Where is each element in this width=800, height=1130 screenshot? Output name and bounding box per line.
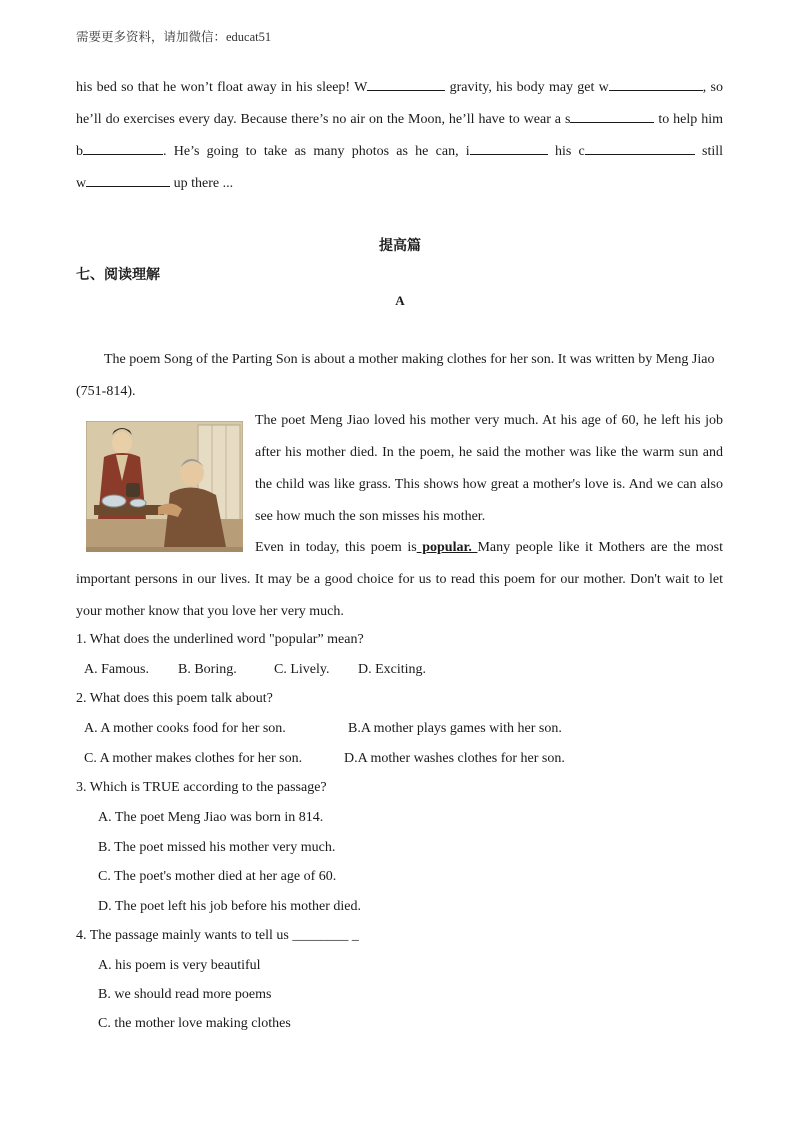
passage-text: Even in today, this poem is: [255, 540, 417, 555]
cloze-text: his c: [547, 144, 585, 159]
cloze-text: gravity, his body may get w: [445, 80, 609, 95]
question-4-option-c[interactable]: C. the mother love making clothes: [98, 1016, 291, 1031]
section-title-reading: 七、阅读理解: [76, 268, 160, 283]
question-2-option-b[interactable]: B.A mother plays games with her son.: [348, 721, 562, 736]
answer-blank[interactable]: [86, 172, 170, 187]
cloze-line-1: [76, 72, 723, 104]
passage-p2: [255, 405, 723, 533]
question-2-option-a[interactable]: A. A mother cooks food for her son.: [84, 721, 286, 736]
answer-blank[interactable]: [570, 108, 654, 123]
question-1-option-d[interactable]: D. Exciting.: [358, 662, 427, 677]
cloze-text: up there ...: [170, 176, 234, 191]
question-2-stem: 2. What does this poem talk about?: [76, 691, 273, 706]
answer-blank[interactable]: [585, 140, 695, 155]
cloze-text: his bed so that he won’t float away in his sleep! W: [76, 80, 368, 95]
cloze-text: he’ll do exercises every day. Because there’s no air on the Moon, he’ll have to wear a s: [76, 112, 571, 127]
answer-blank[interactable]: [609, 76, 703, 91]
question-3-option-b[interactable]: B. The poet missed his mother very much.: [98, 840, 336, 855]
question-2-option-d[interactable]: D.A mother washes clothes for her son.: [344, 751, 565, 766]
question-4-option-b[interactable]: B. we should read more poems: [98, 987, 272, 1002]
question-1-option-c[interactable]: C. Lively.: [274, 662, 330, 677]
cloze-text: w: [76, 176, 87, 191]
passage-p3-line3: your mother know that you love her very much.: [76, 604, 344, 619]
answer-blank[interactable]: [367, 76, 445, 91]
cloze-text: , so: [702, 80, 724, 95]
question-1-stem: 1. What does the underlined word "popular” mean?: [76, 632, 364, 647]
question-3-option-c[interactable]: C. The poet's mother died at her age of 60.: [98, 869, 337, 884]
passage-p2-line: after his mother died. In the poem, he said the mother was like the warm sun and: [255, 445, 723, 460]
question-3-option-a[interactable]: A. The poet Meng Jiao was born in 814.: [98, 810, 324, 825]
passage-p1-line2: (751-814).: [76, 384, 136, 399]
passage-text: Many people like it Mothers are the most: [477, 540, 723, 555]
cloze-line-2: [76, 104, 723, 136]
answer-blank[interactable]: [470, 140, 548, 155]
answer-blank[interactable]: [83, 140, 163, 155]
cloze-text: to help him: [654, 112, 723, 127]
passage-label: A: [395, 293, 405, 308]
passage-p2-line: the child was like grass. This shows how great a mother's love is. And we can also: [255, 477, 723, 492]
section-title-advanced: 提高篇: [379, 239, 421, 254]
cloze-line-3: [76, 136, 723, 168]
question-3-stem: 3. Which is TRUE according to the passage?: [76, 780, 327, 795]
question-1-option-a[interactable]: A. Famous.: [84, 662, 149, 677]
passage-p1-line1: The poem Song of the Parting Son is about a mother making clothes for her son. It was written by Meng Jiao: [104, 352, 715, 367]
question-3-option-d[interactable]: D. The poet left his job before his mother died.: [98, 899, 361, 914]
question-4-option-a[interactable]: A. his poem is very beautiful: [98, 958, 261, 973]
passage-p3-line1: [255, 532, 723, 564]
page-header: 需要更多资料，请加微信：educat51: [76, 30, 272, 44]
cloze-text: . He’s going to take as many photos as he can, i: [163, 144, 470, 159]
poem-illustration: [86, 421, 243, 552]
cloze-text: still: [694, 144, 723, 159]
passage-p3-line2: important persons in our lives. It may be a good choice for us to read this poem for our mother. Don't wait to let: [76, 572, 723, 587]
question-2-option-c[interactable]: C. A mother makes clothes for her son.: [84, 751, 303, 766]
question-1-option-b[interactable]: B. Boring.: [178, 662, 237, 677]
passage-p2-line: see how much the son misses his mother.: [255, 509, 486, 524]
cloze-text: b: [76, 144, 83, 159]
cloze-line-4: [76, 168, 233, 200]
underlined-word: popular.: [416, 540, 478, 555]
passage-p2-line: The poet Meng Jiao loved his mother very much. At his age of 60, he left his job: [255, 413, 723, 428]
question-4-stem: 4. The passage mainly wants to tell us ________ _: [76, 928, 359, 943]
